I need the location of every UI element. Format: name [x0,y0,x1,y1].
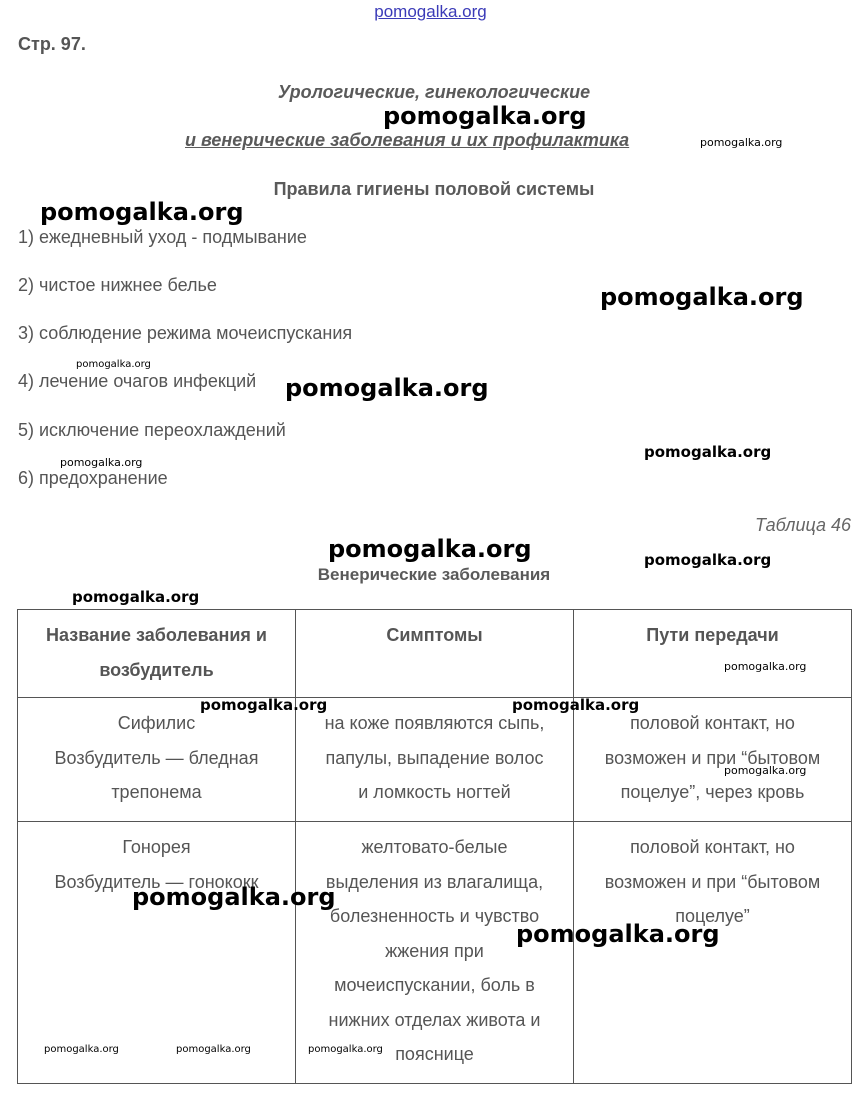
watermark: pomogalka.org [200,696,328,714]
watermark: pomogalka.org [512,696,640,714]
watermark: pomogalka.org [285,374,489,402]
watermark: pomogalka.org [600,283,804,311]
rule-item: 3) соблюдение режима мочеиспускания [18,323,353,343]
watermark: pomogalka.org [44,1044,119,1055]
header-transmission: Пути передачи [574,610,852,698]
venereal-diseases-table [17,609,852,1084]
rule-item: 5) исключение переохлаждений [18,420,286,440]
rule-item: 6) предохранение [18,468,168,488]
watermark: pomogalka.org [644,443,772,461]
watermark: pomogalka.org [132,883,336,911]
rule-item: 2) чистое нижнее белье [18,275,217,295]
symptoms-cell: желтовато-белые выделения из влагалища, болезненность и чувство жжения при мочеиспускании, боль в нижних отделах живота и пояснице [296,822,574,1084]
section-title-line1: Урологические, гинекологические [277,82,591,102]
table-row [18,822,852,1084]
symptoms-cell: на коже появляются сыпь, папулы, выпадение волос и ломкость ногтей [296,698,574,822]
table-title: Венерические заболевания [317,565,551,584]
watermark: pomogalka.org [700,136,783,149]
rule-item: 1) ежедневный уход - подмывание [18,227,307,247]
watermark: pomogalka.org [328,535,532,563]
table-row [18,698,852,822]
table-caption: Таблица 46 [754,515,851,535]
disease-cell: Сифилис Возбудитель — бледная трепонема [18,698,296,822]
watermark: pomogalka.org [60,456,143,469]
watermark: pomogalka.org [76,359,151,370]
watermark: pomogalka.org [724,660,807,673]
watermark: pomogalka.org [644,551,772,569]
disease-cell: Гонорея Возбудитель — гонококк [18,822,296,1084]
watermark: pomogalka.org [72,588,200,606]
rules-title: Правила гигиены половой системы [273,179,595,199]
watermark: pomogalka.org [308,1044,383,1055]
header-symptoms: Симптомы [296,610,574,698]
page-number: Стр. 97. [18,34,86,54]
transmission-cell: половой контакт, но возможен и при “бытовом поцелуе” [574,822,852,1084]
header-disease: Название заболевания и возбудитель [18,610,296,698]
site-link[interactable]: pomogalka.org [374,2,487,21]
watermark: pomogalka.org [176,1044,251,1055]
watermark: pomogalka.org [516,920,720,948]
section-title-line2: и венерические заболевания и их профилактика [185,130,630,150]
transmission-cell: половой контакт, но возможен и при “бытовом поцелуе”, через кровь [574,698,852,822]
watermark: pomogalka.org [383,102,587,130]
watermark: pomogalka.org [724,764,807,777]
table-header-row [18,610,852,698]
rule-item: 4) лечение очагов инфекций [18,371,257,391]
watermark: pomogalka.org [40,198,244,226]
